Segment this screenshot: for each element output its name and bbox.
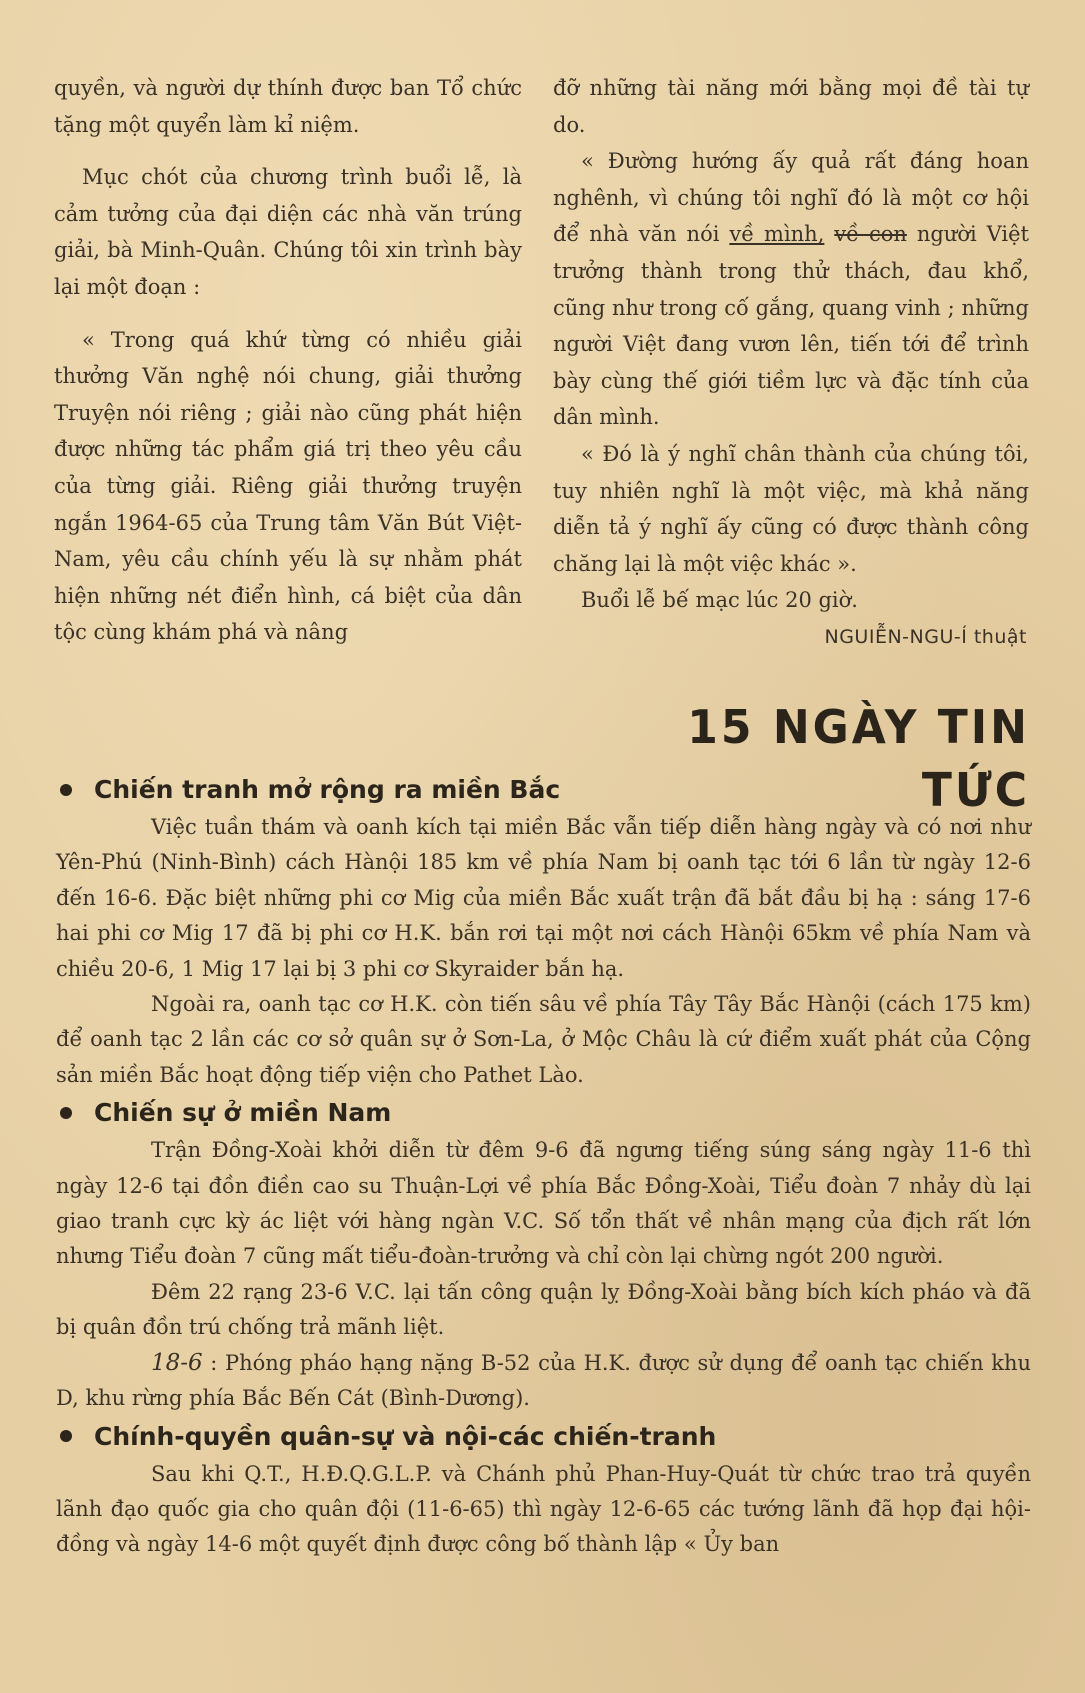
right-column [553, 70, 1029, 656]
news-paragraph: Ngoài ra, oanh tạc cơ H.K. còn tiến sâu về phía Tây Tây Bắc Hànội (cách 175 km) để oanh tạc 2 lần các cơ sở quân sự ở Sơn-La, ở Mộc Châu là cứ điểm xuất phát của Cộng sản miền Bắc hoạt động tiếp viện cho Pathet Lào. [56, 992, 1031, 1087]
right-paragraph-2-end: người Việt trưởng thành trong thử thách, đau khổ, cũng như trong cố gắng, quang vinh ; những người Việt đang vươn lên, tiến tới để trình bày cùng thế giới tiềm lực và đặc tính của dân mình. [553, 222, 1029, 430]
left-column [54, 70, 522, 651]
article-byline: NGUIỄN-NGU-Í thuật [824, 625, 1027, 648]
right-paragraph-1: đỡ những tài năng mới bằng mọi đề tài tự do. [553, 76, 1029, 137]
right-paragraph-4: Buổi lễ bế mạc lúc 20 giờ. [581, 588, 858, 613]
left-paragraph-2: Mục chót của chương trình buổi lễ, là cảm tưởng của đại diện các nhà văn trúng giải, bà Minh-Quân. Chúng tôi xin trình bày lại một đoạn : [54, 165, 522, 299]
news-date: 18-6 [151, 1349, 203, 1376]
bullet-icon [60, 1107, 72, 1119]
news-heading-1 [56, 770, 1031, 810]
news-section [56, 770, 1031, 1563]
right-paragraph-2 [553, 143, 1029, 436]
news-heading-3-text: Chính-quyền quân-sự và nội-các chiến-tranh [94, 1421, 717, 1451]
section-title: 15 NGÀY TIN TỨC [687, 701, 1030, 818]
news-paragraph [56, 1346, 1031, 1417]
news-paragraph-text: : Phóng pháo hạng nặng B-52 của H.K. được sử dụng để oanh tạc chiến khu D, khu rừng phía Bắc Bến Cát (Bình-Dương). [56, 1350, 1031, 1411]
handwritten-underline-text: về mình, [729, 222, 825, 247]
bullet-icon [60, 1430, 72, 1442]
handwritten-strike-text: về con [834, 222, 907, 247]
news-heading-2-text: Chiến sự ở miền Nam [94, 1098, 392, 1128]
bullet-icon [60, 784, 72, 796]
left-paragraph-3: « Trong quá khứ từng có nhiều giải thưởng Văn nghệ nói chung, giải thưởng Truyện nói riêng ; giải nào cũng phát hiện được những tác phẩm giá trị theo yêu cầu của từng giải. Riêng giải thưởng truyện ngắn 1964-65 của Trung tâm Văn Bút Việt-Nam, yêu cầu chính yếu là sự nhằm phát hiện những nét điển hình, cá biệt của dân tộc cùng khám phá và nâng [54, 327, 522, 645]
left-paragraph-1: quyền, và người dự thính được ban Tổ chức tặng một quyển làm kỉ niệm. [54, 76, 522, 137]
right-paragraph-2-start: « Đường hướng ấy quả rất đáng hoan nghênh, vì chúng tôi nghĩ đó là một cơ hội để nhà văn nói [553, 149, 1029, 247]
news-paragraph: Việc tuần thám và oanh kích tại miền Bắc vẫn tiếp diễn hàng ngày và có nơi như Yên-Phú (Ninh-Bình) cách Hànội 185 km về phía Nam bị oanh tạc tới 6 lần từ ngày 12-6 đến 16-6. Đặc biệt những phi cơ Mig của miền Bắc xuất trận đã bắt đầu bị hạ : sáng 17-6 hai phi cơ Mig 17 đã bị phi cơ H.K. bắn rơi tại một nơi cách Hànội 65km về phía Nam và chiều 20-6, 1 Mig 17 lại bị 3 phi cơ Skyraider bắn hạ. [56, 815, 1031, 981]
news-heading-1-text: Chiến tranh mở rộng ra miền Bắc [94, 775, 561, 804]
news-paragraph: Trận Đồng-Xoài khởi diễn từ đêm 9-6 đã ngưng tiếng súng sáng ngày 11-6 thì ngày 12-6 tại đồn điền cao su Thuận-Lợi về phía Bắc Đồng-Xoài, Tiểu đoàn 7 nhảy dù lại giao tranh cực kỳ ác liệt với hàng ngàn V.C. Số tổn thất về nhân mạng của địch rất lớn nhưng Tiểu đoàn 7 cũng mất tiểu-đoàn-trưởng và chỉ còn lại chừng ngót 200 người. [56, 1138, 1031, 1269]
right-paragraph-3: « Đó là ý nghĩ chân thành của chúng tôi, tuy nhiên nghĩ là một việc, mà khả năng diễn tả ý nghĩ ấy cũng có được thành công chăng lại là một việc khác ». [553, 441, 1029, 576]
news-paragraph: Sau khi Q.T., H.Đ.Q.G.L.P. và Chánh phủ Phan-Huy-Quát từ chức trao trả quyền lãnh đạo quốc gia cho quân đội (11-6-65) thì ngày 12-6-65 các tướng lãnh đã họp đại hội-đồng và ngày 14-6 một quyết định được công bố thành lập « Ủy ban [56, 1461, 1031, 1557]
news-heading-2 [56, 1093, 1031, 1133]
news-heading-3 [56, 1417, 1031, 1457]
news-paragraph: Đêm 22 rạng 23-6 V.C. lại tấn công quận lỵ Đồng-Xoài bằng bích kích pháo và đã bị quân đồn trú chống trả mãnh liệt. [56, 1279, 1031, 1340]
